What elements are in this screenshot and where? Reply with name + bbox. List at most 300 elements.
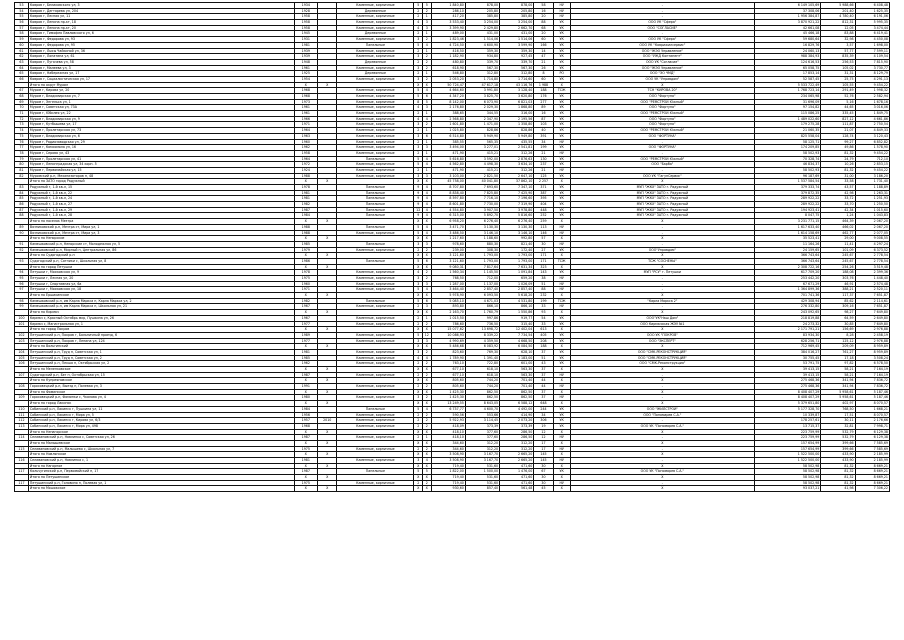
residents-cell: 146: [534, 230, 553, 236]
cost-per-sqm-cell: 827,12: [821, 116, 855, 122]
floors-cell: X: [414, 452, 423, 458]
floors-cell: X: [414, 475, 423, 481]
repair-cost-cell: 1 768 723,14: [754, 88, 820, 94]
living-area-cell: 565,35: [465, 139, 499, 145]
living-area-cell: 312,80: [465, 71, 499, 77]
build-year-cell: 1985: [294, 355, 318, 361]
management-company-cell: X: [570, 463, 754, 469]
residents-cell: 30: [534, 480, 553, 486]
total-area-cell: 4 724,50: [431, 42, 465, 48]
floors-cell: 3: [414, 458, 423, 464]
repair-cost-cell: 8 047,75: [754, 213, 820, 219]
repair-cost-cell: 1 617 633,40: [754, 224, 820, 230]
address-cell: Гороховецкий р-н, Выезд п, Полевая ул, 3: [28, 384, 294, 390]
management-company-cell: -: [570, 384, 754, 390]
total-area-cell: 1 287,00: [431, 281, 465, 287]
row-number-cell: 84: [15, 190, 29, 196]
repair-cost-cell: 712 969,45: [754, 344, 820, 350]
repair-cost-cell: 223 759,99: [754, 435, 820, 441]
row-number-cell: 102: [15, 332, 29, 338]
cost-limit-per-sqm-cell: 4 109,54: [855, 54, 889, 60]
living-area-cell: 878,00: [465, 3, 499, 9]
cost-limit-per-sqm-cell: 712,10: [855, 156, 889, 162]
management-company-cell: X: [570, 389, 754, 395]
row-number-cell: 115: [15, 446, 29, 452]
entrances-cell: 2: [423, 54, 432, 60]
repair-cost-cell: 825 558,04: [754, 133, 820, 139]
reconstruction-year-cell: X: [318, 310, 337, 316]
cost-per-sqm-cell: 4 780,40: [821, 14, 855, 20]
management-type-cell: X: [553, 310, 570, 316]
management-company-cell: ООО "УЖД Континент": [570, 54, 754, 60]
living-area-cell: 3 130,30: [465, 224, 499, 230]
management-company-cell: ООО "ЭКСПЕРТ": [570, 338, 754, 344]
repair-cost-cell: 275 468,36: [754, 378, 820, 384]
wall-material-cell: Каменные, кирпичные: [337, 94, 414, 100]
living-area-cell: 359,30: [465, 48, 499, 54]
cost-per-sqm-cell: 64,59: [821, 315, 855, 321]
owners-area-cell: 1 514,06: [500, 37, 534, 43]
entrances-cell: 1: [423, 14, 432, 20]
total-area-cell: 677,10: [431, 372, 465, 378]
management-type-cell: X: [553, 389, 570, 395]
residents-cell: 20: [534, 14, 553, 20]
address-cell: Петушки г, Лесная ул, 20: [28, 276, 294, 282]
management-company-cell: -: [570, 14, 754, 20]
living-area-cell: 828,86: [465, 128, 499, 134]
floors-cell: 2: [414, 372, 423, 378]
cost-limit-per-sqm-cell: 6 852,82: [855, 139, 889, 145]
owners-area-cell: 2 665,20: [500, 452, 534, 458]
management-type-cell: УК: [553, 207, 570, 213]
build-year-cell: X: [294, 264, 318, 270]
residents-cell: 87: [534, 116, 553, 122]
build-year-cell: 1939: [294, 48, 318, 54]
living-area-cell: 722,80: [465, 361, 499, 367]
residents-cell: 2 257: [534, 179, 553, 185]
floors-cell: 4: [414, 270, 423, 276]
total-area-cell: 489,00: [431, 31, 465, 37]
management-company-cell: ООО "ЖЭО Управление": [570, 65, 754, 71]
cost-limit-per-sqm-cell: 3 016,06: [855, 105, 889, 111]
cost-per-sqm-cell: 52,76: [821, 94, 855, 100]
owners-area-cell: 5 949,80: [500, 133, 534, 139]
cost-per-sqm-cell: 462,77: [821, 230, 855, 236]
management-company-cell: X: [570, 475, 754, 481]
cost-limit-per-sqm-cell: 9 454,22: [855, 150, 889, 156]
cost-per-sqm-cell: 25,75: [821, 76, 855, 82]
repair-cost-cell: 30 755,45: [754, 355, 820, 361]
cost-limit-per-sqm-cell: 1 998,32: [855, 88, 889, 94]
management-company-cell: -: [570, 8, 754, 14]
row-number-cell: 100: [15, 315, 29, 321]
row-number-cell: 82: [15, 173, 29, 179]
management-type-cell: НУ: [553, 3, 570, 9]
floors-cell: 2: [414, 315, 423, 321]
repair-cost-cell: 52 587,45: [754, 76, 820, 82]
entrances-cell: 4: [423, 458, 432, 464]
residents-cell: 30: [534, 241, 553, 247]
build-year-cell: 1988: [294, 224, 318, 230]
floors-cell: 9: [414, 213, 423, 219]
management-company-cell: X: [570, 401, 754, 407]
floors-cell: X: [414, 463, 423, 469]
floors-cell: 4: [414, 116, 423, 122]
address-cell: Итого по Мошокское: [28, 486, 294, 492]
residents-cell: 130: [534, 156, 553, 162]
cost-per-sqm-cell: 245,67: [821, 258, 855, 264]
living-area-cell: 3 167,70: [465, 458, 499, 464]
residents-cell: 166: [534, 42, 553, 48]
row-number-cell: [15, 486, 29, 492]
row-number-cell: 93: [15, 258, 29, 264]
management-company-cell: "Карла Маркса 2": [570, 298, 754, 304]
management-type-cell: X: [553, 179, 570, 185]
residents-cell: 277: [534, 99, 553, 105]
cost-per-sqm-cell: 291,49: [821, 88, 855, 94]
cost-per-sqm-cell: 1,24: [821, 213, 855, 219]
build-year-cell: 1963: [294, 133, 318, 139]
floors-cell: 3: [414, 349, 423, 355]
wall-material-cell: Деревянные: [337, 31, 414, 37]
total-area-cell: 768,50: [431, 276, 465, 282]
management-type-cell: УК: [553, 190, 570, 196]
build-year-cell: X: [294, 179, 318, 185]
management-company-cell: ООО "ФОРТУНА": [570, 133, 754, 139]
floors-cell: 4: [414, 105, 423, 111]
cost-limit-per-sqm-cell: 7 815,90: [855, 59, 889, 65]
entrances-cell: X: [423, 367, 432, 373]
entrances-cell: X: [423, 475, 432, 481]
housing-registry-table: [14, 2, 890, 492]
living-area-cell: 7 730,00: [465, 202, 499, 208]
total-area-cell: 8 601,80: [431, 202, 465, 208]
row-number-cell: 113: [15, 423, 29, 429]
build-year-cell: 1977: [294, 321, 318, 327]
cost-per-sqm-cell: 532,79: [821, 429, 855, 435]
owners-area-cell: 312,20: [500, 446, 534, 452]
management-type-cell: УК: [553, 54, 570, 60]
owners-area-cell: 563,30: [500, 367, 534, 373]
reconstruction-year-cell: X: [318, 327, 337, 333]
living-area-cell: 3 167,70: [465, 452, 499, 458]
build-year-cell: 1981: [294, 42, 318, 48]
wall-material-cell: Панельные: [337, 241, 414, 247]
entrances-cell: 2: [423, 384, 432, 390]
management-type-cell: НУ: [553, 150, 570, 156]
management-company-cell: ООО "РЕМСТРОЙ Южный": [570, 128, 754, 134]
floors-cell: 9: [414, 185, 423, 191]
management-type-cell: НУ: [553, 241, 570, 247]
address-cell: Кирмач с, Магистральная ул, 1: [28, 321, 294, 327]
repair-cost-cell: 58 502,93: [754, 167, 820, 173]
wall-material-cell: Каменные, кирпичные: [337, 349, 414, 355]
total-area-cell: 385,55: [431, 139, 465, 145]
total-area-cell: 6 958,20: [431, 219, 465, 225]
repair-cost-cell: 1 614 158,69: [754, 230, 820, 236]
repair-cost-cell: 1 522 500,00: [754, 458, 820, 464]
management-company-cell: МУП "ЖКХ" ЗАТО г. Радужный: [570, 190, 754, 196]
management-company-cell: ООО УК "Пономарев С.А.": [570, 469, 754, 475]
management-type-cell: УК: [553, 156, 570, 162]
management-type-cell: НУ: [553, 480, 570, 486]
residents-cell: 171: [534, 253, 553, 259]
repair-cost-cell: 1 364 899,36: [754, 287, 820, 293]
owners-area-cell: 828,86: [500, 128, 534, 134]
owners-area-cell: 205,80: [500, 8, 534, 14]
entrances-cell: X: [423, 82, 432, 88]
floors-cell: X: [414, 310, 423, 316]
residents-cell: 57: [534, 236, 553, 242]
management-company-cell: -: [570, 139, 754, 145]
management-type-cell: НУ: [553, 167, 570, 173]
total-area-cell: 1 015,50: [431, 315, 465, 321]
floors-cell: X: [414, 378, 423, 384]
wall-material-cell: Панельные: [337, 406, 414, 412]
cost-limit-per-sqm-cell: 1 625,35: [855, 8, 889, 14]
floors-cell: X: [414, 264, 423, 270]
build-year-cell: 1984: [294, 213, 318, 219]
living-area-cell: 553,66: [465, 412, 499, 418]
floors-cell: 2: [414, 59, 423, 65]
cost-per-sqm-cell: 188,08: [821, 270, 855, 276]
total-area-cell: 45 758,00: [431, 179, 465, 185]
cost-per-sqm-cell: 42,34: [821, 207, 855, 213]
floors-cell: 5: [414, 42, 423, 48]
row-number-cell: 71: [15, 111, 29, 117]
repair-cost-cell: 24 273,32: [754, 321, 820, 327]
build-year-cell: X: [294, 327, 318, 333]
total-area-cell: 286,10: [431, 8, 465, 14]
build-year-cell: 1984: [294, 406, 318, 412]
living-area-cell: 6 083,92: [465, 344, 499, 350]
cost-limit-per-sqm-cell: 8 669,21: [855, 475, 889, 481]
entrances-cell: 4: [423, 162, 432, 168]
total-area-cell: 2 163,70: [431, 310, 465, 316]
address-cell: Муром г, Ленинградская ул, 34 корп. 5: [28, 162, 294, 168]
management-company-cell: -: [570, 418, 754, 424]
cost-limit-per-sqm-cell: 7 836,72: [855, 378, 889, 384]
cost-limit-per-sqm-cell: 3 730,77: [855, 65, 889, 71]
total-area-cell: 2 568,80: [431, 116, 465, 122]
floors-cell: 5: [414, 469, 423, 475]
management-company-cell: -: [570, 446, 754, 452]
entrances-cell: 2: [423, 372, 432, 378]
cost-limit-per-sqm-cell: 2 185,99: [855, 458, 889, 464]
total-area-cell: 239,00: [431, 247, 465, 253]
residents-cell: 40: [534, 128, 553, 134]
floors-cell: 2: [414, 247, 423, 253]
owners-area-cell: 3 599,90: [500, 42, 534, 48]
management-company-cell: ООО"Управдом": [570, 247, 754, 253]
management-type-cell: X: [553, 367, 570, 373]
management-type-cell: УК: [553, 65, 570, 71]
address-cell: Радужный г, 1-й кв-л, 27: [28, 202, 294, 208]
cost-per-sqm-cell: 254,26: [821, 264, 855, 270]
management-type-cell: УК: [553, 133, 570, 139]
cost-limit-per-sqm-cell: 6 373,52: [855, 247, 889, 253]
management-company-cell: -: [570, 241, 754, 247]
repair-cost-cell: 223 759,99: [754, 429, 820, 435]
cost-per-sqm-cell: 5 958,61: [821, 389, 855, 395]
management-type-cell: УК: [553, 128, 570, 134]
address-cell: Ковров г, Лопатина ул, 61: [28, 54, 294, 60]
wall-material-cell: Каменные, кирпичные: [337, 276, 414, 282]
residents-cell: 14: [534, 48, 553, 54]
row-number-cell: 64: [15, 65, 29, 71]
total-area-cell: 823,60: [431, 349, 465, 355]
residents-cell: 391: [534, 133, 553, 139]
repair-cost-cell: 45 466,18: [754, 31, 820, 37]
cost-limit-per-sqm-cell: 6 578,50: [855, 361, 889, 367]
address-cell: Петушинский р-н, Головино п, Полевая ул, 1: [28, 480, 294, 486]
reconstruction-year-cell: X: [318, 344, 337, 350]
address-cell: Итого по город Покров: [28, 327, 294, 333]
living-area-cell: 7 825,80: [465, 190, 499, 196]
management-type-cell: X: [553, 429, 570, 435]
cost-per-sqm-cell: 5 958,61: [821, 395, 855, 401]
cost-per-sqm-cell: 201,40: [821, 8, 855, 14]
repair-cost-cell: 194 923,41: [754, 207, 820, 213]
row-number-cell: 103: [15, 338, 29, 344]
floors-cell: 2: [414, 31, 423, 37]
management-type-cell: УК: [553, 76, 570, 82]
floors-cell: X: [414, 440, 423, 446]
floors-cell: 3: [414, 276, 423, 282]
cost-per-sqm-cell: 30,85: [821, 321, 855, 327]
cost-per-sqm-cell: 399,66: [821, 440, 855, 446]
cost-limit-per-sqm-cell: 1 448,40: [855, 276, 889, 282]
address-cell: Муром г, Кирова ул, 20: [28, 88, 294, 94]
cost-limit-per-sqm-cell: 1 015,60: [855, 207, 889, 213]
build-year-cell: X: [294, 367, 318, 373]
wall-material-cell: Каменные, кирпичные: [337, 65, 414, 71]
living-area-cell: 1 137,00: [465, 281, 499, 287]
living-area-cell: 7 817,64: [465, 264, 499, 270]
owners-area-cell: 6 276,40: [500, 219, 534, 225]
residents-cell: 171: [534, 258, 553, 264]
management-type-cell: УК: [553, 338, 570, 344]
cost-limit-per-sqm-cell: 8 070,57: [855, 412, 889, 418]
reconstruction-year-cell: X: [318, 475, 337, 481]
residents-cell: 21: [534, 167, 553, 173]
cost-per-sqm-cell: 402,97: [821, 401, 855, 407]
total-area-cell: 5 616,80: [431, 156, 465, 162]
living-area-cell: 385,80: [465, 14, 499, 20]
living-area-cell: 567,30: [465, 65, 499, 71]
repair-cost-cell: 58 502,98: [754, 480, 820, 486]
residents-cell: 404: [534, 202, 553, 208]
cost-limit-per-sqm-cell: 8 070,57: [855, 401, 889, 407]
owners-area-cell: 862,50: [500, 389, 534, 395]
build-year-cell: X: [294, 82, 318, 88]
cost-limit-per-sqm-cell: 1 731,40: [855, 179, 889, 185]
management-type-cell: X: [553, 264, 570, 270]
address-cell: Собинский р-н, Лакинск г, Мира ул, 498: [28, 423, 294, 429]
row-number-cell: 89: [15, 224, 29, 230]
repair-cost-cell: 8 408 407,29: [754, 389, 820, 395]
floors-cell: 2: [414, 412, 423, 418]
total-area-cell: 2 053,20: [431, 76, 465, 82]
residents-cell: 12: [534, 429, 553, 435]
total-area-cell: 3 121,60: [431, 253, 465, 259]
residents-cell: 252: [534, 213, 553, 219]
floors-cell: 5: [414, 162, 423, 168]
repair-cost-cell: 379 333,74: [754, 185, 820, 191]
entrances-cell: 2: [423, 59, 432, 65]
entrances-cell: X: [423, 236, 432, 242]
reconstruction-year-cell: X: [318, 219, 337, 225]
floors-cell: 2: [414, 435, 423, 441]
total-area-cell: 4 664,60: [431, 88, 465, 94]
entrances-cell: 5: [423, 469, 432, 475]
entrances-cell: 1: [423, 150, 432, 156]
management-company-cell: ООО Кирмачская ЖЭУ №1: [570, 321, 754, 327]
build-year-cell: 1987: [294, 207, 318, 213]
total-area-cell: 15 077,62: [431, 327, 465, 333]
address-cell: Итого по поселок Мезтра: [28, 219, 294, 225]
wall-material-cell: Каменные, кирпичные: [337, 14, 414, 20]
residents-cell: 113: [534, 224, 553, 230]
row-number-cell: 105: [15, 355, 29, 361]
entrances-cell: 2: [423, 321, 432, 327]
row-number-cell: 75: [15, 133, 29, 139]
total-area-cell: 1 425,30: [431, 395, 465, 401]
residents-cell: 20: [534, 31, 553, 37]
floors-cell: 2: [414, 304, 423, 310]
total-area-cell: 50 724,47: [431, 82, 465, 88]
management-type-cell: УК: [553, 173, 570, 179]
floors-cell: 5: [414, 258, 423, 264]
management-type-cell: НУ: [553, 304, 570, 310]
living-area-cell: 5 892,70: [465, 213, 499, 219]
cost-limit-per-sqm-cell: 2 077,05: [855, 230, 889, 236]
living-area-cell: 2 429,80: [465, 25, 499, 31]
repair-cost-cell: 1 522 500,00: [754, 452, 820, 458]
row-number-cell: 55: [15, 14, 29, 20]
owners-area-cell: 866,10: [500, 304, 534, 310]
cost-per-sqm-cell: 81,32: [821, 463, 855, 469]
management-type-cell: УК: [553, 315, 570, 321]
total-area-cell: 677,10: [431, 367, 465, 373]
management-company-cell: X: [570, 440, 754, 446]
repair-cost-cell: 124 616,53: [754, 59, 820, 65]
living-area-cell: 339,70: [465, 59, 499, 65]
repair-cost-cell: 17 853,14: [754, 71, 820, 77]
build-year-cell: 1961: [294, 105, 318, 111]
row-number-cell: 81: [15, 167, 29, 173]
owners-area-cell: 1 714,60: [500, 76, 534, 82]
cost-limit-per-sqm-cell: 1 678,16: [855, 99, 889, 105]
cost-per-sqm-cell: 83,88: [821, 31, 855, 37]
entrances-cell: 4: [423, 42, 432, 48]
wall-material-cell: Каменные, кирпичные: [337, 230, 414, 236]
cost-limit-per-sqm-cell: 2 176,66: [855, 418, 889, 424]
cost-limit-per-sqm-cell: 3 186,20: [855, 173, 889, 179]
address-cell: Ковров г, Федорова ул, 95: [28, 42, 294, 48]
build-year-cell: 1979: [294, 247, 318, 253]
living-area-cell: 6 276,40: [465, 219, 499, 225]
wall-material-cell: Каменные, кирпичные: [337, 25, 414, 31]
build-year-cell: 1958: [294, 25, 318, 31]
owners-area-cell: 3 128,40: [500, 88, 534, 94]
build-year-cell: 1957: [294, 418, 318, 424]
entrances-cell: 3: [423, 281, 432, 287]
address-cell: Ковров г, Лысы Чайкиной ул, 36: [28, 48, 294, 54]
cost-per-sqm-cell: 101,09: [821, 247, 855, 253]
cost-limit-per-sqm-cell: 1 668,21: [855, 406, 889, 412]
floors-cell: 5: [414, 94, 423, 100]
